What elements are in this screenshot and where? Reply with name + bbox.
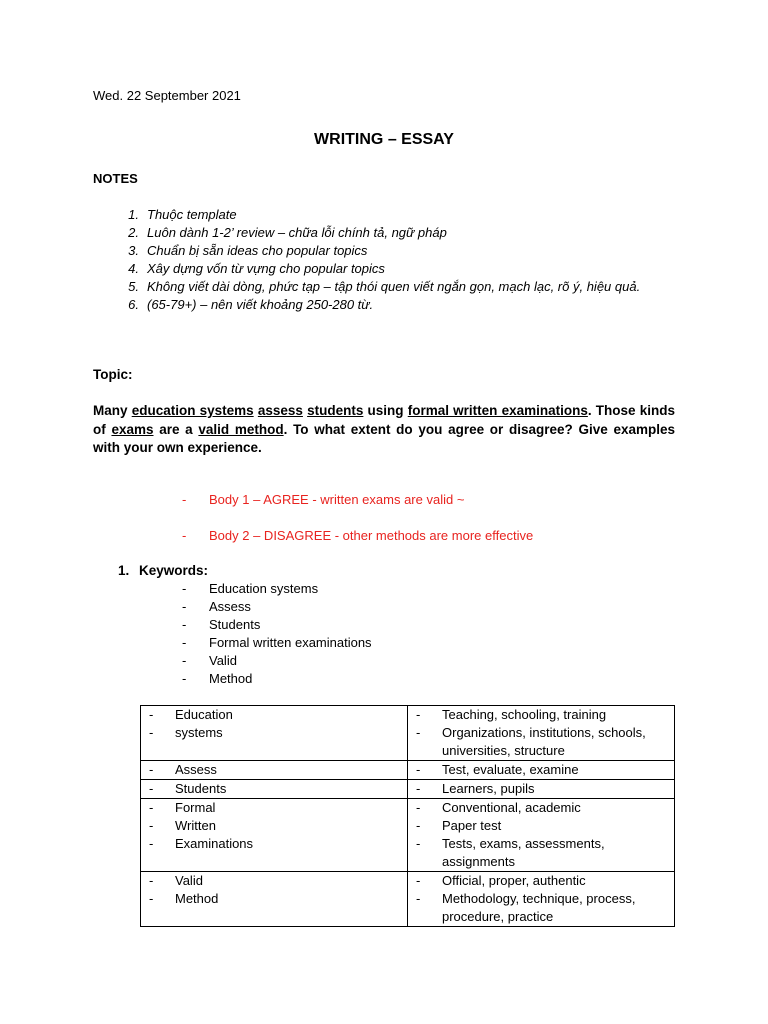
cell-item	[416, 799, 670, 817]
note-text: Chuẩn bị sẵn ideas cho popular topics	[147, 243, 368, 258]
keywords-number: 1.	[118, 563, 130, 578]
cell-text: Test, evaluate, examine	[442, 762, 579, 777]
body-2-line	[182, 528, 533, 543]
notes-heading: NOTES	[93, 171, 138, 186]
keyword-cell	[141, 761, 408, 780]
bullet-dash: -	[416, 800, 421, 815]
topic-label: Topic:	[93, 367, 133, 382]
synonym-table	[140, 705, 675, 927]
cell-item	[149, 761, 403, 779]
body-2-text: Body 2 – DISAGREE - other methods are more effective	[209, 528, 534, 543]
bullet-dash: -	[416, 873, 421, 888]
note-number: 1.	[128, 207, 139, 222]
note-number: 4.	[128, 261, 139, 276]
topic-text-segment: Many	[93, 403, 132, 418]
cell-text: Formal	[175, 800, 216, 815]
keywords-list	[182, 580, 372, 688]
cell-text: systems	[175, 725, 223, 740]
bullet-dash: -	[182, 635, 187, 650]
cell-item	[416, 780, 670, 798]
topic-keyword: valid method	[198, 421, 284, 437]
cell-item	[416, 890, 670, 926]
bullet-dash: -	[149, 707, 154, 722]
topic-prompt	[93, 402, 675, 458]
bullet-dash: -	[416, 781, 421, 796]
synonym-cell	[408, 872, 675, 927]
topic-text-segment: . To what extent do you agree or disagree? Give examples with your own experience.	[93, 421, 675, 455]
body-1-text: Body 1 – AGREE - written exams are valid ~	[209, 492, 465, 507]
keyword-item	[182, 598, 372, 616]
table-row	[141, 706, 675, 761]
bullet-dash: -	[182, 617, 187, 632]
bullet-dash: -	[182, 599, 187, 614]
keyword-text: Method	[209, 671, 253, 686]
bullet-dash: -	[149, 762, 154, 777]
topic-keyword: exams	[111, 421, 154, 437]
cell-item	[416, 724, 670, 760]
keyword-text: Formal written examinations	[209, 635, 372, 650]
cell-text: Assess	[175, 762, 217, 777]
date-line: Wed. 22 September 2021	[93, 88, 241, 103]
synonym-cell	[408, 780, 675, 799]
bullet-dash: -	[149, 725, 154, 740]
bullet-dash: -	[149, 873, 154, 888]
table-row	[141, 799, 675, 872]
bullet-dash: -	[416, 707, 421, 722]
keywords-label: Keywords:	[139, 563, 209, 578]
cell-text: Examinations	[175, 836, 254, 851]
keywords-heading	[118, 563, 208, 578]
topic-text-segment: . Those kinds of	[93, 403, 675, 437]
cell-text: Learners, pupils	[442, 781, 535, 796]
bullet-dash: -	[416, 836, 421, 851]
cell-item	[416, 872, 670, 890]
keyword-item	[182, 652, 372, 670]
bullet-dash: -	[416, 725, 421, 740]
page-title: WRITING – ESSAY	[314, 131, 454, 148]
cell-item	[149, 872, 403, 890]
cell-item	[149, 706, 403, 724]
cell-item	[416, 761, 670, 779]
cell-item	[416, 706, 670, 724]
cell-item	[149, 890, 403, 908]
cell-text: Methodology, technique, process, procedure, practice	[442, 891, 636, 924]
table-row	[141, 780, 675, 799]
note-number: 5.	[128, 279, 139, 294]
keyword-cell	[141, 872, 408, 927]
cell-text: Paper test	[442, 818, 502, 833]
keyword-item	[182, 670, 372, 688]
keyword-cell	[141, 799, 408, 872]
note-text: Luôn dành 1-2’ review – chữa lỗi chính tả, ngữ pháp	[147, 225, 447, 240]
note-item	[93, 206, 673, 224]
topic-keyword: education systems	[131, 403, 254, 418]
note-number: 3.	[128, 243, 139, 258]
cell-item	[149, 817, 403, 835]
synonym-cell	[408, 706, 675, 761]
bullet-dash: -	[149, 891, 154, 906]
topic-keyword: students	[307, 403, 364, 418]
keyword-text: Education systems	[209, 581, 319, 596]
cell-text: Tests, exams, assessments, assignments	[442, 836, 605, 869]
topic-text-segment: are a	[153, 421, 199, 437]
bullet-dash: -	[416, 818, 421, 833]
notes-list	[93, 206, 673, 314]
cell-item	[149, 799, 403, 817]
note-item	[93, 278, 673, 296]
topic-keyword: formal written examinations	[407, 403, 588, 418]
cell-text: Education	[175, 707, 233, 722]
bullet-dash: -	[416, 891, 421, 906]
body-1-line	[182, 492, 464, 507]
cell-item	[149, 724, 403, 742]
note-number: 6.	[128, 297, 139, 312]
note-text: (65-79+) – nên viết khoảng 250-280 từ.	[147, 297, 374, 312]
cell-text: Organizations, institutions, schools, universities, structure	[442, 725, 646, 758]
keyword-cell	[141, 780, 408, 799]
keyword-text: Valid	[209, 653, 237, 668]
bullet-dash: -	[149, 800, 154, 815]
cell-text: Official, proper, authentic	[442, 873, 586, 888]
topic-text-segment: using	[363, 403, 408, 418]
cell-item	[149, 780, 403, 798]
keyword-item	[182, 634, 372, 652]
keyword-text: Students	[209, 617, 261, 632]
note-number: 2.	[128, 225, 139, 240]
keyword-cell	[141, 706, 408, 761]
cell-text: Teaching, schooling, training	[442, 707, 607, 722]
bullet-dash: -	[149, 836, 154, 851]
keyword-item	[182, 616, 372, 634]
bullet-dash: -	[182, 671, 187, 686]
bullet-dash: -	[182, 528, 187, 543]
synonym-cell	[408, 799, 675, 872]
note-item	[93, 260, 673, 278]
note-item	[93, 242, 673, 260]
cell-item	[416, 817, 670, 835]
cell-text: Valid	[175, 873, 203, 888]
note-item	[93, 296, 673, 314]
keyword-text: Assess	[209, 599, 251, 614]
table-row	[141, 761, 675, 780]
cell-text: Method	[175, 891, 219, 906]
cell-text: Students	[175, 781, 227, 796]
table-row	[141, 872, 675, 927]
keyword-item	[182, 580, 372, 598]
bullet-dash: -	[182, 581, 187, 596]
bullet-dash: -	[182, 653, 187, 668]
bullet-dash: -	[416, 762, 421, 777]
cell-text: Conventional, academic	[442, 800, 581, 815]
bullet-dash: -	[149, 781, 154, 796]
note-item	[93, 224, 673, 242]
cell-text: Written	[175, 818, 216, 833]
cell-item	[149, 835, 403, 853]
topic-keyword: assess	[257, 403, 303, 418]
note-text: Không viết dài dòng, phức tạp – tập thói quen viết ngắn gọn, mạch lạc, rõ ý, hiệu quả.	[147, 279, 641, 294]
bullet-dash: -	[182, 492, 187, 507]
bullet-dash: -	[149, 818, 154, 833]
synonym-cell	[408, 761, 675, 780]
cell-item	[416, 835, 670, 871]
note-text: Xây dựng vốn từ vựng cho popular topics	[147, 261, 385, 276]
note-text: Thuộc template	[147, 207, 237, 222]
